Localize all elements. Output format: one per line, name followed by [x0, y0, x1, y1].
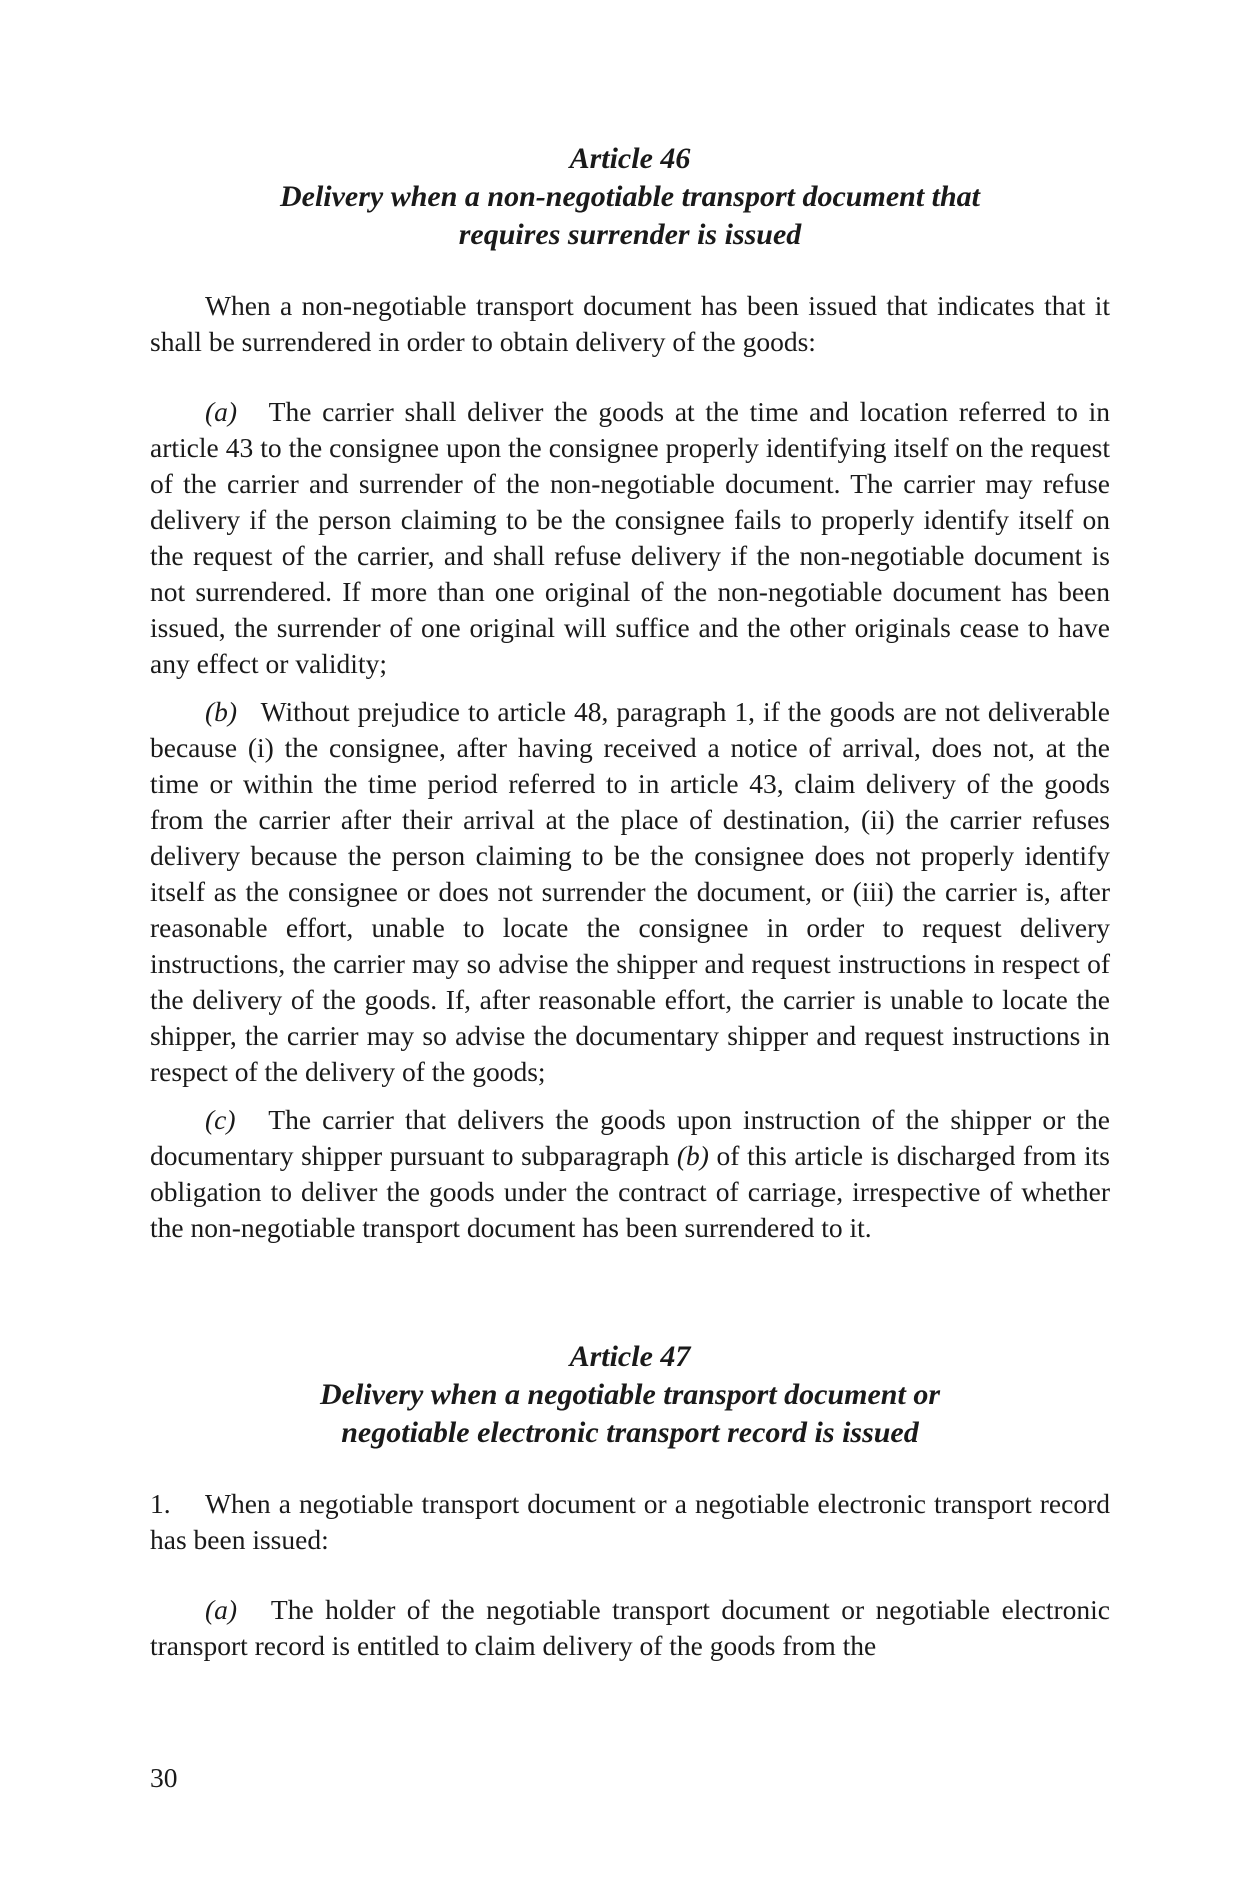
- article-47-item-a: [150, 1592, 1110, 1664]
- article-47-title-line-2: negotiable electronic transport record is issued: [341, 1416, 919, 1449]
- article-46-item-b: [150, 694, 1110, 1090]
- item-text: Without prejudice to article 48, paragraph 1, if the goods are not deliverable because (i) the consignee, after having received a notice of arrival, does not, at the time or within the time period referred to in article 43, claim delivery of the goods from the carrier after their arrival at the place of destination, (ii) the carrier refuses delivery because the person claiming to be the consignee does not properly identify itself as the consignee or does not surrender the document, or (iii) the carrier is, after reasonable effort, unable to locate the consignee in order to request delivery instructions, the carrier may so advise the shipper and request instructions in respect of the delivery of the goods. If, after reasonable effort, the carrier is unable to locate the shipper, the carrier may so advise the documentary shipper and request instructions in respect of the delivery of the goods;: [150, 696, 1110, 1087]
- page-number: 30: [150, 1762, 178, 1793]
- item-label: (a): [205, 1594, 238, 1625]
- article-46-item-a: [150, 394, 1110, 682]
- article-46-heading: [150, 140, 1110, 254]
- item-label: (c): [205, 1104, 236, 1135]
- article-46-number: Article 46: [569, 142, 691, 175]
- item-text-before: The carrier that delivers the goods upon instruction of the shipper or the documentary shipper pursuant to subparagraph: [150, 1104, 1110, 1171]
- article-47-heading: [150, 1338, 1110, 1452]
- paragraph-number: 1.: [150, 1488, 171, 1519]
- item-text: The carrier shall deliver the goods at the time and location referred to in article 43 to the consignee upon the consignee properly identifying itself on the request of the carrier and surrender of the non-negotiable document. The carrier may refuse delivery if the person claiming to be the consignee fails to properly identify itself on the request of the carrier, and shall refuse delivery if the non-negotiable document is not surrendered. If more than one original of the non-negotiable document has been issued, the surrender of one original will suffice and the other originals cease to have any effect or validity;: [150, 396, 1110, 679]
- item-text-after: of this article is discharged from its obligation to deliver the goods under the contract of carriage, irrespective of whether the non-negotiable transport document has been surrendered to it.: [150, 1140, 1110, 1243]
- item-label: (b): [205, 696, 238, 727]
- paragraph-text: When a negotiable transport document or a negotiable electronic transport record has been issued:: [150, 1488, 1110, 1555]
- article-47-number: Article 47: [569, 1340, 691, 1373]
- item-text: The holder of the negotiable transport document or negotiable electronic transport record is entitled to claim delivery of the goods from the: [150, 1594, 1110, 1661]
- article-46-intro: When a non-negotiable transport document has been issued that indicates that it shall be surrendered in order to obtain delivery of the goods:: [150, 290, 1110, 357]
- article-46-title-line-2: requires surrender is issued: [458, 218, 802, 251]
- item-label: (a): [205, 396, 238, 427]
- article-47-title-line-1: Delivery when a negotiable transport document or: [319, 1378, 940, 1411]
- article-47-paragraph-1: [150, 1486, 1110, 1558]
- subparagraph-reference: (b): [676, 1140, 709, 1171]
- document-page: [150, 140, 1110, 1664]
- article-46-item-c: [150, 1102, 1110, 1246]
- article-46-title-line-1: Delivery when a non-negotiable transport document that: [279, 180, 981, 213]
